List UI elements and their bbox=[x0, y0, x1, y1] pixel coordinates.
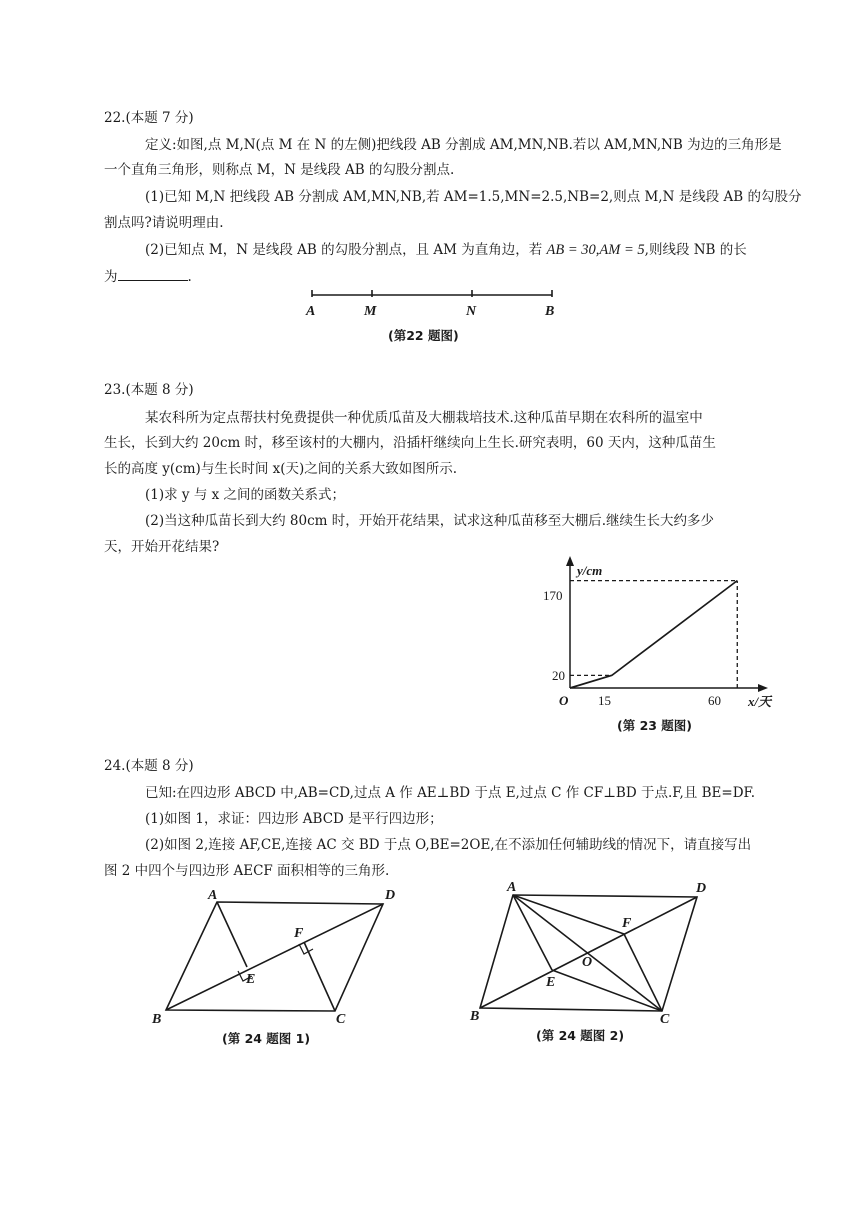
q23-part2-line1: (2)当这种瓜苗长到大约 80cm 时，开始开花结果，试求这种瓜苗移至大棚后.继续生长大约多少 bbox=[145, 513, 715, 529]
chart-y-tick-170: 170 bbox=[543, 588, 563, 603]
q23-figure-caption: (第 23 题图) bbox=[617, 718, 693, 733]
q24-header: 24.(本题 8 分) bbox=[104, 758, 194, 774]
fig2-label-e: E bbox=[546, 975, 556, 990]
q22-part1-line2: 割点吗?请说明理由. bbox=[104, 215, 224, 231]
fig2-label-f: F bbox=[622, 916, 632, 931]
fig1-label-b: B bbox=[152, 1012, 162, 1027]
q23-part1: (1)求 y 与 x 之间的函数关系式； bbox=[145, 487, 346, 503]
fig2-label-d: D bbox=[696, 881, 707, 896]
q24-part2-line1: (2)如图 2,连接 AF,CE,连接 AC 交 BD 于点 O,BE=2OE,在不添加任何辅助线的情况下，请直接写出 bbox=[145, 837, 752, 853]
fig2-label-c: C bbox=[660, 1012, 670, 1027]
chart-ylabel: y/cm bbox=[577, 563, 603, 578]
chart-x-tick-15: 15 bbox=[598, 693, 611, 708]
q24-figure-1-caption: (第 24 题图 1) bbox=[222, 1031, 311, 1046]
fig1-label-c: C bbox=[336, 1012, 346, 1027]
fig1-label-f: F bbox=[294, 926, 304, 941]
q24-part2-line2: 图 2 中四个与四边形 AECF 面积相等的三角形. bbox=[104, 863, 390, 879]
q24-given: 已知:在四边形 ABCD 中,AB=CD,过点 A 作 AE⊥BD 于点 E,过点 C 作 CF⊥BD 于点.F,且 BE=DF. bbox=[145, 785, 756, 801]
fig2-label-a: A bbox=[507, 880, 517, 895]
q22-part2-line2: 为 . bbox=[104, 266, 192, 287]
q24-part1: (1)如图 1，求证：四边形 ABCD 是平行四边形； bbox=[145, 811, 443, 827]
q23-text-line1: 某农科所为定点帮扶村免费提供一种优质瓜苗及大棚栽培技术.这种瓜苗早期在农科所的温室中 bbox=[145, 410, 703, 426]
q22-definition-line2: 一个直角三角形，则称点 M，N 是线段 AB 的勾股分割点. bbox=[104, 162, 455, 178]
q22-part2-math: AB = 30,AM = 5 bbox=[546, 242, 645, 258]
fig1-label-d: D bbox=[385, 888, 396, 903]
q22-part2-line1: (2)已知点 M，N 是线段 AB 的勾股分割点，且 AM 为直角边，若 AB = 30,AM = 5,则线段 NB 的长 bbox=[145, 242, 747, 258]
q22-part1-line1: (1)已知 M,N 把线段 AB 分割成 AM,MN,NB,若 AM=1.5,MN=2.5,NB=2,则点 M,N 是线段 AB 的勾股分 bbox=[145, 189, 802, 205]
q22-label-n: N bbox=[466, 304, 477, 319]
q24-figure-2-caption: (第 24 题图 2) bbox=[536, 1028, 625, 1043]
fig2-label-o: O bbox=[582, 955, 593, 970]
chart-x-tick-60: 60 bbox=[708, 693, 721, 708]
q23-text-line2: 生长，长到大约 20cm 时，移至该村的大棚内，沿插杆继续向上生长.研究表明，60 天内，这种瓜苗生 bbox=[104, 435, 716, 451]
q23-header: 23.(本题 8 分) bbox=[104, 382, 194, 398]
chart-origin-label: O bbox=[559, 693, 569, 708]
q22-figure-caption: (第22 题图) bbox=[388, 328, 459, 343]
q22-header: 22.(本题 7 分) bbox=[104, 110, 194, 126]
q22-label-m: M bbox=[364, 304, 377, 319]
q23-part2-line2: 天，开始开花结果? bbox=[104, 539, 220, 555]
chart-y-tick-20: 20 bbox=[552, 668, 565, 683]
q22-label-a: A bbox=[306, 304, 316, 319]
fig1-label-e: E bbox=[246, 972, 256, 987]
fig2-label-b: B bbox=[470, 1009, 480, 1024]
fig1-label-a: A bbox=[208, 888, 218, 903]
chart-xlabel: x/天 bbox=[748, 694, 772, 709]
q23-text-line3: 长的高度 y(cm)与生长时间 x(天)之间的关系大致如图所示. bbox=[104, 461, 458, 477]
q22-label-b: B bbox=[545, 304, 555, 319]
q22-definition-line1: 定义:如图,点 M,N(点 M 在 N 的左侧)把线段 AB 分割成 AM,MN,NB.若以 AM,MN,NB 为边的三角形是 bbox=[145, 137, 782, 153]
